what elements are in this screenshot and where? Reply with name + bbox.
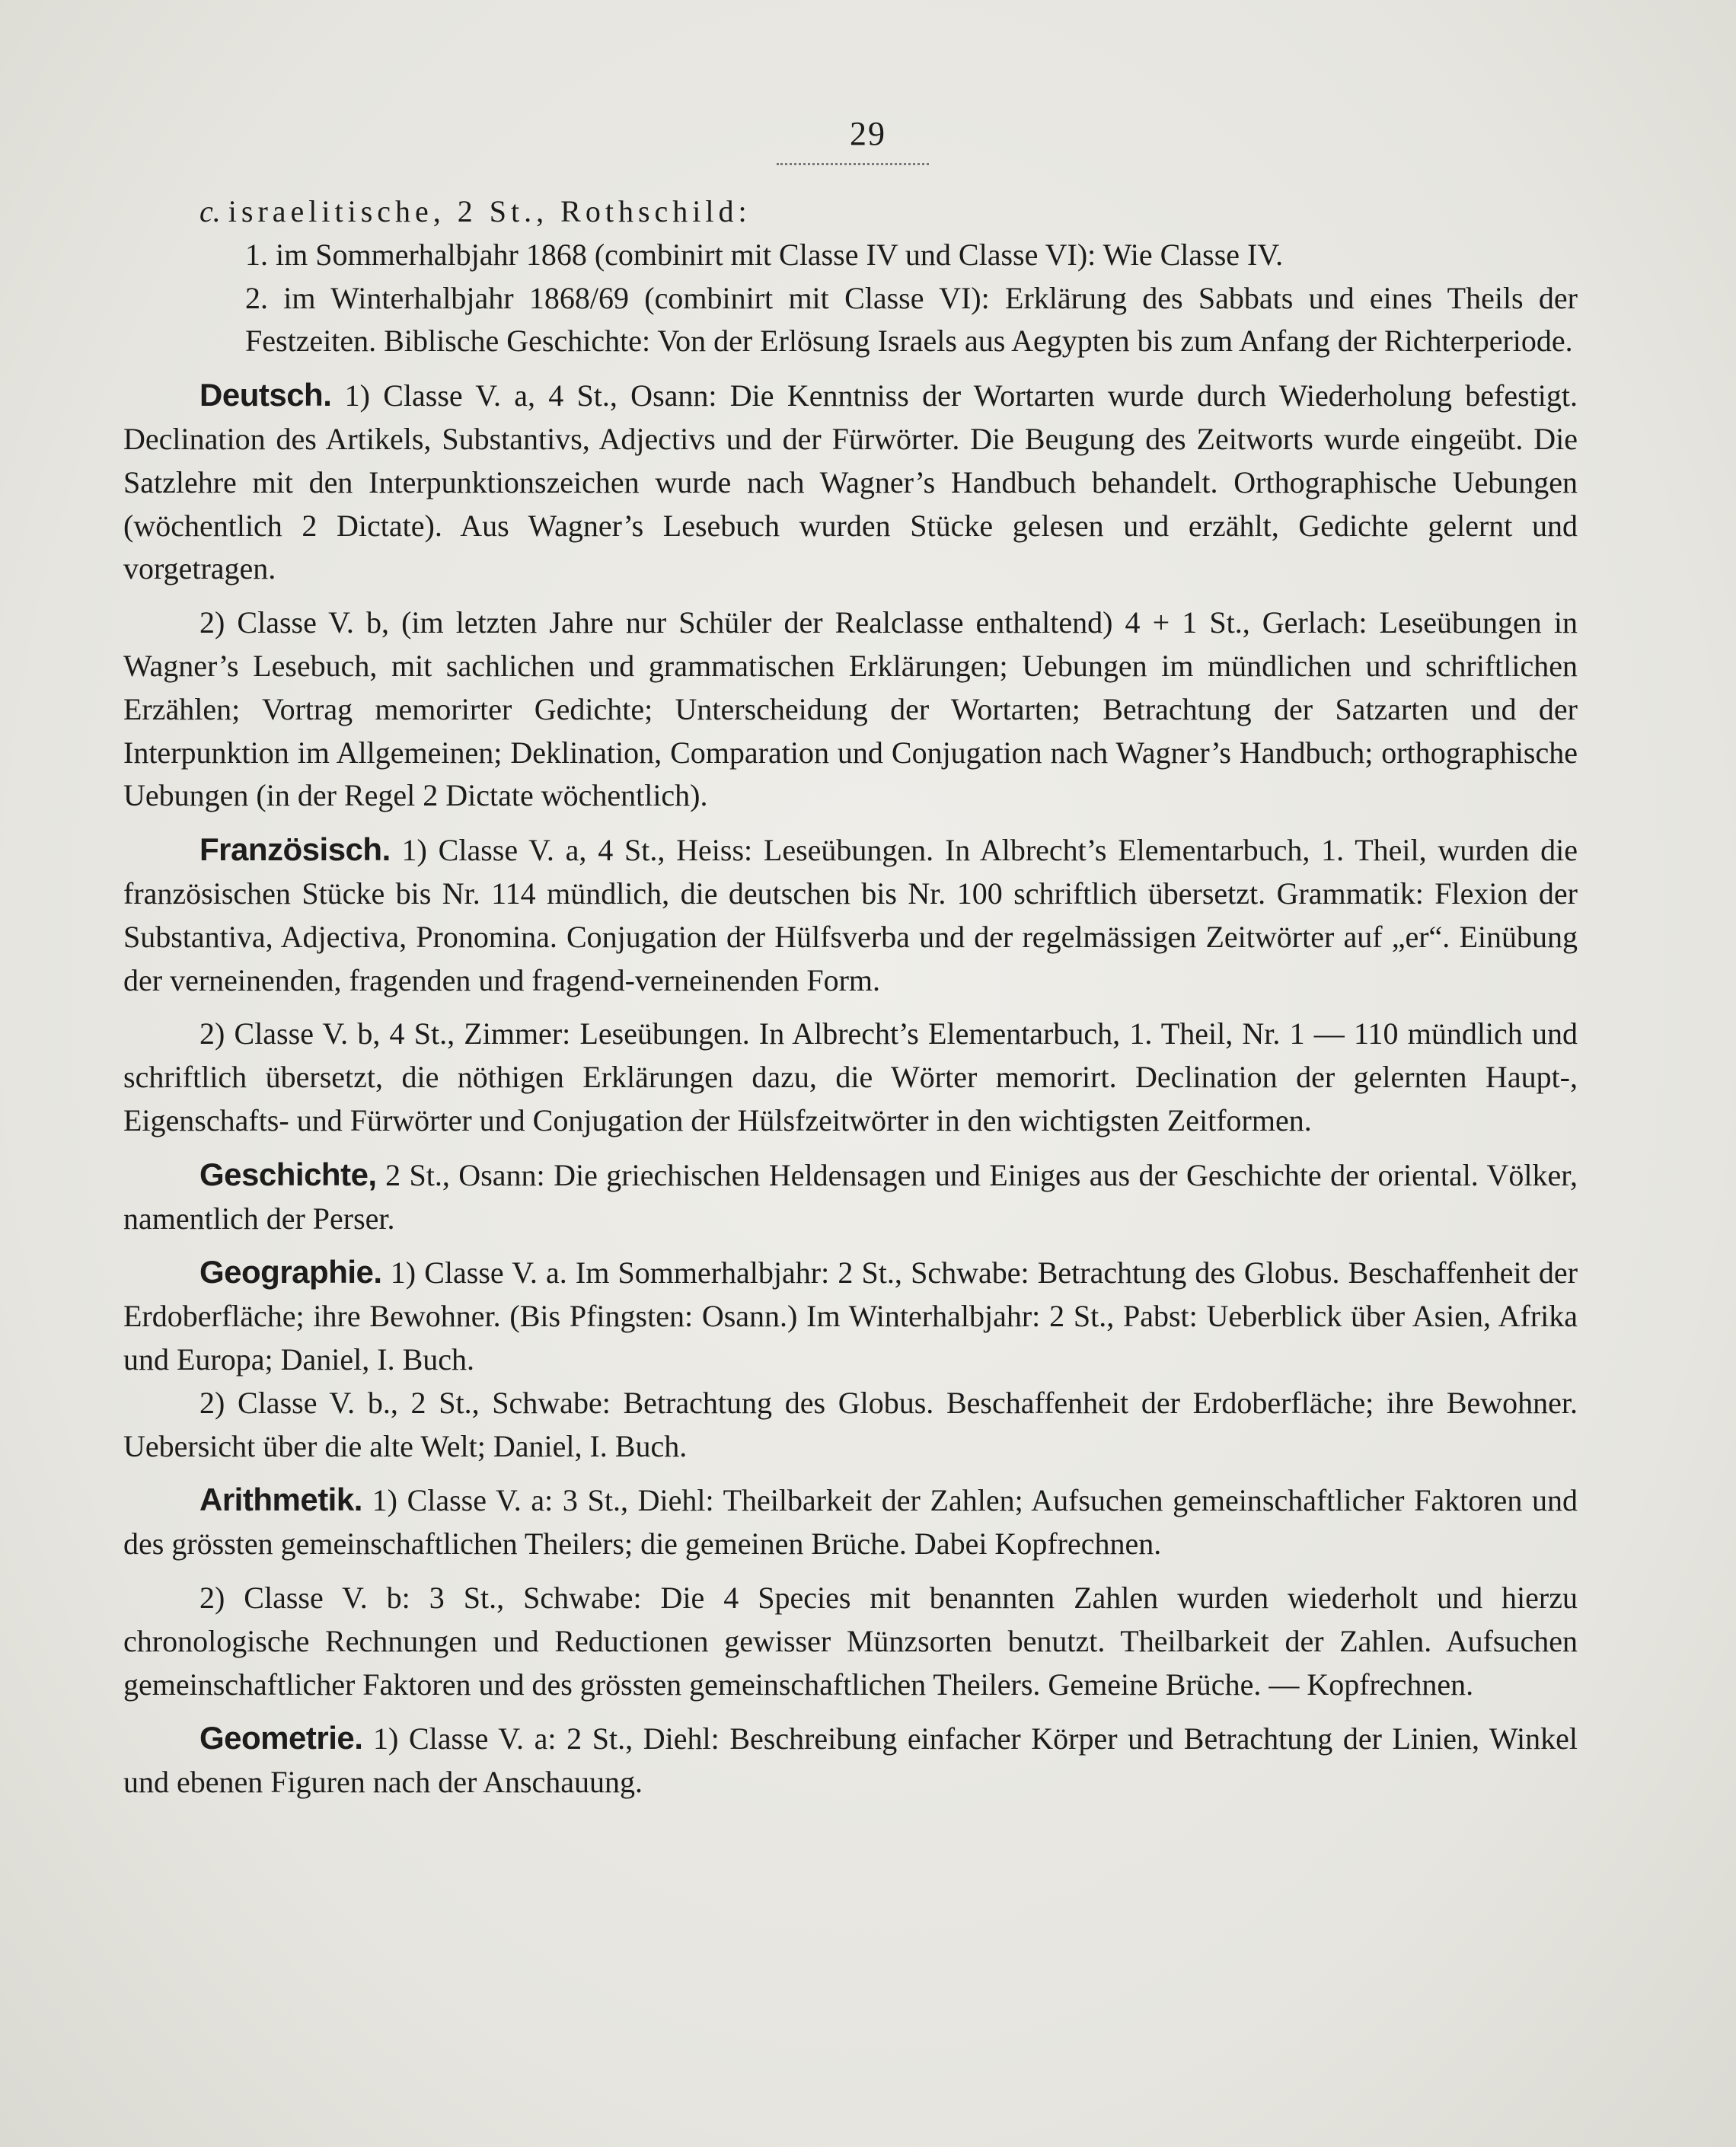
franzoesisch-paragraph-1 [123,828,1578,1002]
geographie-paragraph-1 [123,1251,1578,1381]
list-item: 2. im Winterhalbjahr 1868/69 (combinirt mit Classe VI): Erklärung des Sabbats und eines Theils der Festzeiten. Biblische Geschichte: Von der Erlösung Israels aus Aegypten bis zum Anfang der Richterperiode. [245,280,1578,359]
deutsch-paragraph-2: 2) Classe V. b, (im letzten Jahre nur Schüler der Realclasse enthaltend) 4 + 1 St., Gerlach: Leseübungen in Wagner’s Lesebuch, mit sachlichen und grammatischen Erklärungen; Uebungen im mündlichen und schriftlichen Erzählen; Vortrag memorirter Gedichte; Unterscheidung der Wortarten; Betrachtung der Satzarten und der Interpunktion im Allgemeinen; Deklination, Comparation und Conjugation nach Wagner’s Handbuch; orthographische Uebungen (in der Regel 2 Dictate wöchentlich). [123,605,1578,813]
arithmetik-paragraph-2: 2) Classe V. b: 3 St., Schwabe: Die 4 Species mit benannten Zahlen wurden wiederholt und hierzu chronologische Rechnungen und Reductionen gewisser Münzsorten benutzt. Theilbarkeit der Zahlen. Aufsuchen gemeinschaftlicher Faktoren und des grössten gemeinschaftlichen Theilers. Gemeine Brüche. — Kopfrechnen. [123,1580,1578,1702]
geschichte-paragraph [123,1153,1578,1241]
section-c-list [123,234,1578,363]
geometrie-heading: Geometrie. [199,1720,363,1756]
list-item: 1. im Sommerhalbjahr 1868 (combinirt mit Classe IV und Classe VI): Wie Classe IV. [245,237,1284,272]
geometrie-paragraph [123,1717,1578,1804]
geometrie-text: 1) Classe V. a: 2 St., Diehl: Beschreibung einfacher Körper und Betrachtung der Linien, Winkel und ebenen Figuren nach der Anschauung. [123,1721,1578,1800]
section-c-heading [123,190,1578,234]
section-c-title: israelitische, 2 St., Rothschild: [228,194,752,228]
franzoesisch-text-1: 1) Classe V. a, 4 St., Heiss: Leseübungen. In Albrecht’s Elementarbuch, 1. Theil, wurden die französischen Stücke bis Nr. 114 mündlich, die deutschen bis Nr. 100 schriftlich übersetzt. Grammatik: Flexion der Substantiva, Adjectiva, Pronomina. Conjugation der Hülfsverba und der regelmässigen Zeitwörter auf „er“. Einübung der verneinenden, fragenden und fragend-verneinenden Form. [123,833,1578,997]
geschichte-text: 2 St., Osann: Die griechischen Heldensagen und Einiges aus der Geschichte der oriental. Völker, namentlich der Perser. [123,1157,1578,1236]
franzoesisch-paragraph-2: 2) Classe V. b, 4 St., Zimmer: Leseübungen. In Albrecht’s Elementarbuch, 1. Theil, Nr. 1 — 110 mündlich und schriftlich übersetzt, die nöthigen Erklärungen dazu, die Wörter memorirt. Declination der gelernten Haupt-, Eigenschafts- und Fürwörter und Conjugation der Hülsfzeitwörter in den wichtigsten Zeitformen. [123,1016,1578,1137]
arithmetik-heading: Arithmetik. [199,1482,362,1518]
deutsch-text-1: 1) Classe V. a, 4 St., Osann: Die Kenntniss der Wortarten wurde durch Wiederholung befestigt. Declination des Artikels, Substantivs, Adjectivs und der Fürwörter. Die Beugung des Zeitworts wurde eingeübt. Die Satzlehre mit den Interpunktionszeichen wurde nach Wagner’s Handbuch behandelt. Orthographische Uebungen (wöchentlich 2 Dictate). Aus Wagner’s Lesebuch wurden Stücke gelesen und erzählt, Gedichte gelernt und vorgetragen. [123,378,1578,586]
page-number: 29 [850,115,886,152]
page-number-rule [777,163,929,165]
body-text [123,190,1578,1804]
arithmetik-text-1: 1) Classe V. a: 3 St., Diehl: Theilbarkeit der Zahlen; Aufsuchen gemeinschaftlicher Faktoren und des grössten gemeinschaftlichen Theilers; die gemeinen Brüche. Dabei Kopfrechnen. [123,1483,1578,1562]
geographie-paragraph-2: 2) Classe V. b., 2 St., Schwabe: Betrachtung des Globus. Beschaffenheit der Erdoberfläche; ihre Bewohner. Uebersicht über die alte Welt; Daniel, I. Buch. [123,1385,1578,1463]
franzoesisch-heading: Französisch. [199,831,391,868]
deutsch-paragraph-1 [123,374,1578,591]
arithmetik-paragraph-1 [123,1479,1578,1566]
deutsch-heading: Deutsch. [199,377,332,413]
geschichte-heading: Geschichte, [199,1156,377,1192]
geographie-text-1: 1) Classe V. a. Im Sommerhalbjahr: 2 St., Schwabe: Betrachtung des Globus. Beschaffenheit der Erdoberfläche; ihre Bewohner. (Bis Pfingsten: Osann.) Im Winterhalbjahr: 2 St., Pabst: Ueberblick über Asien, Afrika und Europa; Daniel, I. Buch. [123,1255,1578,1377]
section-c-label: c. [199,194,221,228]
geographie-heading: Geographie. [199,1254,382,1290]
